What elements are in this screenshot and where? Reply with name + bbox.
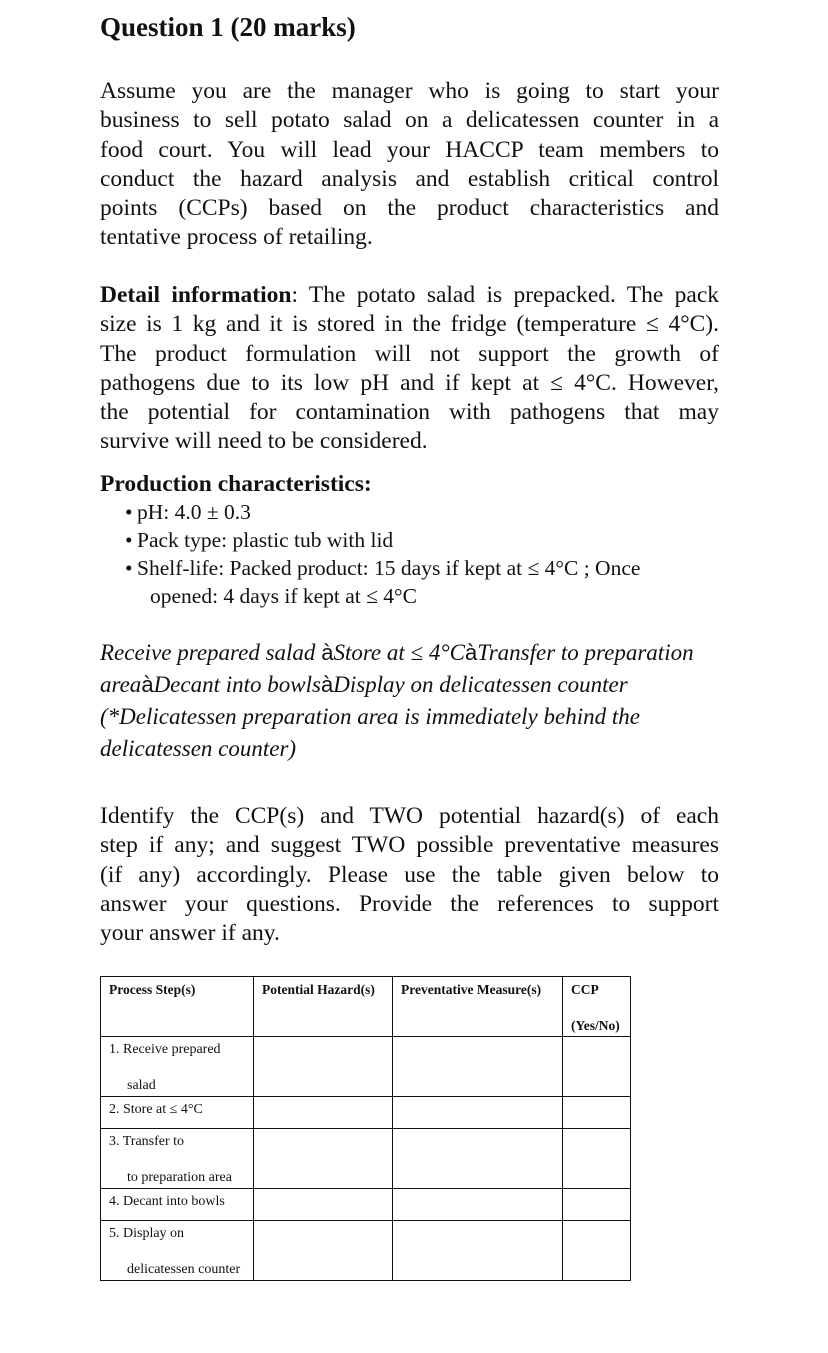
detail-paragraph [100, 281, 719, 457]
intro-line: points (CCPs) based on the product characteristics and [100, 195, 719, 222]
step-label: 1. Receive prepared [109, 1042, 221, 1057]
production-heading: Production characteristics: [100, 471, 372, 497]
ccp-cell[interactable] [563, 1221, 631, 1281]
table-row [101, 1221, 631, 1281]
header-ccp [563, 977, 631, 1037]
ccp-cell[interactable] [563, 1097, 631, 1129]
list-item [125, 498, 725, 526]
measure-cell[interactable] [393, 1129, 563, 1189]
detail-label: Detail information [100, 282, 292, 308]
intro-line: conduct the hazard analysis and establish critical control [100, 165, 719, 192]
header-preventative-measure: Preventative Measure(s) [393, 977, 563, 1037]
flow-step: Decant into bowls [153, 672, 321, 697]
header-ccp-sub: (Yes/No) [571, 1018, 620, 1033]
intro-line: tentative process of retailing. [100, 224, 373, 251]
table-row [101, 1037, 631, 1097]
step-cell [101, 1097, 254, 1129]
table-row [101, 1189, 631, 1221]
detail-line: the potential for contamination with pathogens that may [100, 399, 719, 426]
measure-cell[interactable] [393, 1189, 563, 1221]
table-header-row [101, 977, 631, 1037]
step-label: 2. Store at ≤ 4°C [109, 1102, 203, 1117]
hazard-cell[interactable] [254, 1097, 393, 1129]
step-label: 4. Decant into bowls [109, 1194, 225, 1209]
hazard-cell[interactable] [254, 1037, 393, 1097]
arrow-icon: à [321, 640, 334, 665]
task-line: Identify the CCP(s) and TWO potential hazard(s) of each [100, 803, 719, 829]
list-item [125, 554, 725, 610]
intro-paragraph [100, 77, 719, 253]
intro-line: food court. You will lead your HACCP team members to [100, 136, 719, 163]
arrow-icon: à [320, 672, 334, 697]
hazard-cell[interactable] [254, 1221, 393, 1281]
step-label: 3. Transfer to [109, 1134, 185, 1149]
list-item-text: pH: 4.0 ± 0.3 [137, 500, 251, 524]
measure-cell[interactable] [393, 1221, 563, 1281]
arrow-icon: à [141, 672, 154, 697]
list-item-text: Pack type: plastic tub with lid [137, 528, 394, 552]
task-line: step if any; and suggest TWO possible preventative measures [100, 832, 719, 859]
detail-line: survive will need to be considered. [100, 428, 428, 455]
flow-step: Receive prepared salad [100, 640, 322, 665]
step-cell [101, 1129, 254, 1189]
bullet-icon: • [125, 528, 133, 552]
header-ccp-label: CCP [571, 982, 599, 997]
bullet-icon: • [125, 556, 133, 580]
production-list [125, 498, 725, 610]
detail-first-line [100, 281, 719, 310]
step-cell [101, 1189, 254, 1221]
list-item [125, 526, 725, 554]
intro-line: Assume you are the manager who is going to start your [100, 78, 719, 104]
ccp-cell[interactable] [563, 1189, 631, 1221]
table-row [101, 1097, 631, 1129]
flow-step: Store at ≤ 4°C [333, 640, 465, 665]
haccp-table [100, 976, 631, 1281]
table-row [101, 1129, 631, 1189]
measure-cell[interactable] [393, 1037, 563, 1097]
task-line: answer your questions. Provide the references to support [100, 890, 719, 917]
list-item-text: Shelf-life: Packed product: 15 days if kept at ≤ 4°C ; Once [137, 556, 641, 580]
list-item-continuation: opened: 4 days if kept at ≤ 4°C [150, 584, 417, 608]
measure-cell[interactable] [393, 1097, 563, 1129]
intro-line: business to sell potato salad on a delicatessen counter in a [100, 107, 719, 134]
process-flow [100, 637, 740, 765]
detail-line: The product formulation will not support the growth of [100, 340, 719, 367]
arrow-icon: à [464, 640, 478, 665]
task-paragraph [100, 802, 719, 948]
step-label-cont: salad [127, 1078, 156, 1093]
detail-first-line-rest: : The potato salad is prepacked. The pack [291, 282, 719, 308]
flow-step: Transfer to preparation area [100, 640, 694, 697]
step-cell [101, 1221, 254, 1281]
hazard-cell[interactable] [254, 1129, 393, 1189]
step-label: 5. Display on [109, 1226, 185, 1241]
header-potential-hazard: Potential Hazard(s) [254, 977, 393, 1037]
detail-line: pathogens due to its low pH and if kept at ≤ 4°C. However, [100, 369, 719, 396]
question-title: Question 1 (20 marks) [100, 12, 356, 42]
flow-step: Display on delicatessen counter (*Delicatessen preparation area is immediately behind the delicatessen counter) [100, 672, 640, 761]
hazard-cell[interactable] [254, 1189, 393, 1221]
step-label-cont: to preparation area [127, 1170, 232, 1185]
ccp-cell[interactable] [563, 1129, 631, 1189]
detail-line: size is 1 kg and it is stored in the fridge (temperature ≤ 4°C). [100, 311, 719, 338]
step-cell [101, 1037, 254, 1097]
ccp-cell[interactable] [563, 1037, 631, 1097]
task-line: your answer if any. [100, 920, 280, 947]
bullet-icon: • [125, 500, 133, 524]
header-process-step: Process Step(s) [101, 977, 254, 1037]
step-label-cont: delicatessen counter [127, 1262, 241, 1277]
task-line: (if any) accordingly. Please use the table given below to [100, 861, 719, 888]
